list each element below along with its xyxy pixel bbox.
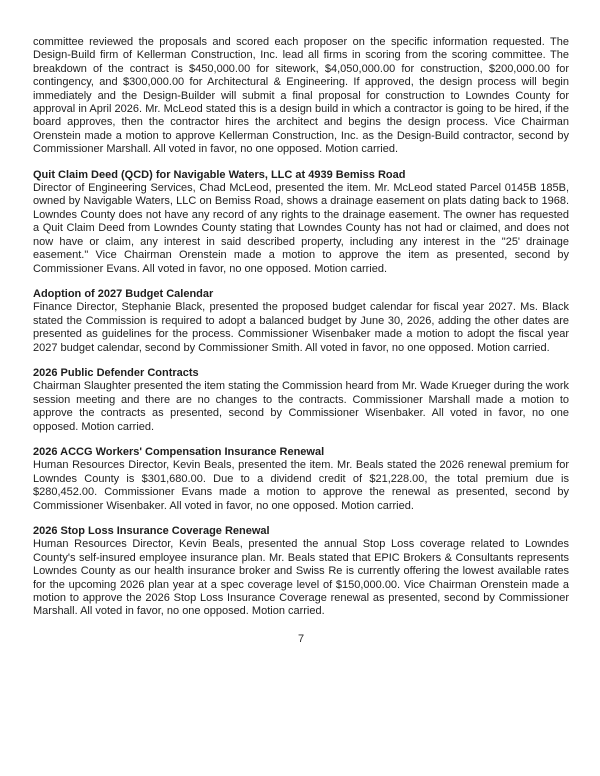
section-body-quit-claim-deed: Director of Engineering Services, Chad McLeod, presented the item. Mr. McLeod stated Parcel 0145B 185B, owned by Navigable Waters, LLC on Bemiss Road, shows a drainage easement on plats dating back to 1968. Lowndes County does not have any record of any rights to the drainage easement. The owner has requested a Quit Claim Deed from Lowndes County stating that Lowndes County has not had or claimed, and does not now have or claim, any interest in said described property, including any interest in the "25' drainage easement." Vice Chairman Orenstein made a motion to approve the item as presented, second by Commissioner Evans. All voted in favor, no one opposed. Motion carried. xyxy=(33,182,569,275)
section-body-stop-loss-renewal: Human Resources Director, Kevin Beals, presented the annual Stop Loss coverage related to Lowndes County's self-insured employee insurance plan. Mr. Beals stated that EPIC Brokers & Consultants represents Lowndes County as our health insurance broker and Swiss Re is currently offering the lowest available rates for the upcoming 2026 plan year at a spec coverage level of $150,000.00. Vice Chairman Orenstein made a motion to approve the 2026 Stop Loss Insurance Coverage renewal as presented, second by Commissioner Marshall. All voted in favor, no one opposed. Motion carried. xyxy=(33,538,569,618)
page-number: 7 xyxy=(297,632,305,645)
section-heading-quit-claim-deed: Quit Claim Deed (QCD) for Navigable Waters, LLC at 4939 Bemiss Road xyxy=(33,168,406,181)
section-heading-workers-compensation-renewal: 2026 ACCG Workers' Compensation Insurance Renewal xyxy=(33,445,325,458)
continuation-paragraph: committee reviewed the proposals and scored each proposer on the specific information requested. The Design-Build firm of Kellerman Construction, Inc. lead all firms in scoring from the scoring committee. The breakdown of the contract is $450,000.00 for sitework, $4,050,000.00 for construction, $200,000.00 for contingency, and $300,000.00 for Architectural & Engineering. If approved, the design process will begin immediately and the Design-Builder will submit a final proposal for construction to Lowndes County for approval in April 2026. Mr. McLeod stated this is a design build in which a contractor is going to be hired, if the board approves, then the contractor hires the architect and begins the design process. Vice Chairman Orenstein made a motion to approve Kellerman Construction, Inc. as the Design-Build contractor, second by Commissioner Marshall. All voted in favor, no one opposed. Motion carried. xyxy=(33,36,569,156)
section-heading-stop-loss-renewal: 2026 Stop Loss Insurance Coverage Renewal xyxy=(33,525,270,537)
section-body-budget-calendar: Finance Director, Stephanie Black, presented the proposed budget calendar for fiscal year 2027. Ms. Black stated the Commission is required to adopt a balanced budget by June 30, 2026, adding the other dates are presented as guidelines for the process. Commissioner Wisenbaker made a motion to adopt the fiscal year 2027 budget calendar, second by Commissioner Smith. All voted in favor, no one opposed. Motion carried. xyxy=(33,301,569,354)
section-heading-budget-calendar: Adoption of 2027 Budget Calendar xyxy=(33,287,214,300)
section-heading-public-defender-contracts: 2026 Public Defender Contracts xyxy=(33,366,199,379)
section-body-public-defender-contracts: Chairman Slaughter presented the item stating the Commission heard from Mr. Wade Krueger during the work session meeting and there are no changes to the contracts. Commissioner Marshall made a motion to approve the contracts as presented, second by Commissioner Wisenbaker. All voted in favor, no one opposed. Motion carried. xyxy=(33,380,569,433)
section-body-workers-compensation-renewal: Human Resources Director, Kevin Beals, presented the item. Mr. Beals stated the 2026 renewal premium for Lowndes County is $301,680.00. Due to a dividend credit of $21,228.00, the total premium due is $280,452.00. Commissioner Evans made a motion to approve the renewal as presented, second by Commissioner Wisenbaker. All voted in favor, no one opposed. Motion carried. xyxy=(33,459,569,512)
